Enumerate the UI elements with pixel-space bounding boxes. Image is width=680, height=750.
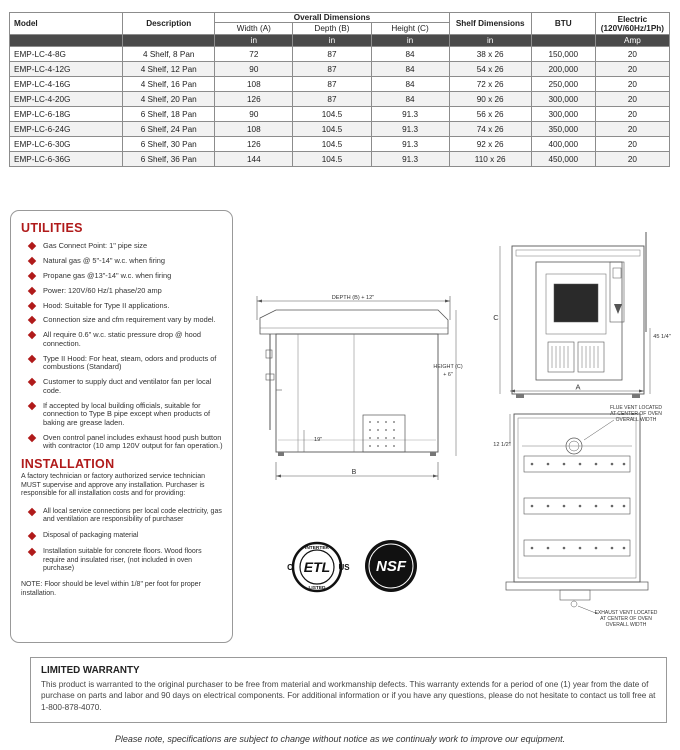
cell-model: EMP-LC-4-20G xyxy=(10,92,123,107)
requirements-panel xyxy=(10,210,233,643)
unit-description xyxy=(123,35,215,47)
exhaust-label-1: EXHAUST VENT LOCATED xyxy=(594,610,658,616)
cell-shelf: 110 x 26 xyxy=(449,152,531,167)
flue-label-3: OVERALL WIDTH xyxy=(615,417,657,423)
cell-btu: 150,000 xyxy=(531,47,595,62)
front-dim-a xyxy=(508,384,648,398)
cell-width: 126 xyxy=(215,137,293,152)
cell-description: 4 Shelf, 20 Pan xyxy=(123,92,215,107)
list-item xyxy=(21,378,224,395)
warranty-text: This product is warranted to the original purchaser to be free from material and workmanship defects. This warranty extends for a period of one (1) year from the date of purchase on parts and labor and 90 days on electrical components. For additional information or if you have any questions, please do not hesitate to contact us toll free at 1-800-878-4070. xyxy=(41,680,656,712)
cell-width: 72 xyxy=(215,47,293,62)
unit-electric: Amp xyxy=(595,35,669,47)
cell-model: EMP-LC-4-12G xyxy=(10,62,123,77)
svg-text:LISTED: LISTED xyxy=(308,586,326,591)
cell-description: 6 Shelf, 30 Pan xyxy=(123,137,215,152)
front-view-drawing xyxy=(488,222,673,402)
header-shelf-dimensions: Shelf Dimensions xyxy=(449,13,531,35)
footer-note: Please note, specifications are subject to change without notice as we continualy work to improve our equipment. xyxy=(114,734,566,744)
cell-btu: 450,000 xyxy=(531,152,595,167)
cell-width: 90 xyxy=(215,107,293,122)
list-item-text: Disposal of packaging material xyxy=(43,532,139,540)
list-item-text: Propane gas @13"-14" w.c. when firing xyxy=(43,270,172,280)
bullet-diamond-icon xyxy=(28,507,36,515)
cell-width: 108 xyxy=(215,122,293,137)
cell-model: EMP-LC-6-36G xyxy=(10,152,123,167)
list-item-text: Installation suitable for concrete floors. Wood floors require and insulated riser, (not included in oven purchase) xyxy=(43,548,202,573)
cell-height: 84 xyxy=(371,47,449,62)
list-item xyxy=(21,302,224,311)
unit-width: in xyxy=(215,35,293,47)
cell-width: 108 xyxy=(215,77,293,92)
cell-height: 91.3 xyxy=(371,137,449,152)
cell-electric: 20 xyxy=(595,137,669,152)
list-item xyxy=(21,287,224,296)
cell-electric: 20 xyxy=(595,62,669,77)
header-overall-dimensions: Overall Dimensions xyxy=(215,13,449,23)
unit-shelf: in xyxy=(449,35,531,47)
bullet-diamond-icon xyxy=(28,355,36,363)
warranty-box xyxy=(30,657,667,723)
list-item xyxy=(21,434,224,451)
list-item xyxy=(21,402,224,428)
cell-btu: 400,000 xyxy=(531,137,595,152)
cell-depth: 104.5 xyxy=(293,152,371,167)
cell-depth: 87 xyxy=(293,62,371,77)
height-label-1: HEIGHT (C) xyxy=(433,364,463,370)
cell-electric: 20 xyxy=(595,77,669,92)
utilities-list xyxy=(21,242,224,451)
cell-height: 84 xyxy=(371,62,449,77)
cell-width: 126 xyxy=(215,92,293,107)
cell-width: 144 xyxy=(215,152,293,167)
bullet-diamond-icon xyxy=(28,378,36,386)
list-item xyxy=(21,242,224,251)
cell-description: 6 Shelf, 36 Pan xyxy=(123,152,215,167)
list-item-text: Connection size and cfm requirement vary by model. xyxy=(43,315,216,325)
list-item xyxy=(21,272,224,281)
cell-depth: 104.5 xyxy=(293,122,371,137)
height-label-2: + 6" xyxy=(443,372,453,378)
cell-description: 4 Shelf, 16 Pan xyxy=(123,77,215,92)
cell-btu: 250,000 xyxy=(531,77,595,92)
dim-c: C xyxy=(493,313,499,322)
list-item xyxy=(21,331,224,348)
cell-height: 84 xyxy=(371,77,449,92)
bullet-diamond-icon xyxy=(28,257,36,265)
cell-shelf: 92 x 26 xyxy=(449,137,531,152)
unit-btu xyxy=(531,35,595,47)
exhaust-label-3: OVERALL WIDTH xyxy=(605,622,647,628)
unit-height: in xyxy=(371,35,449,47)
table-row xyxy=(10,137,670,152)
top-view-drawing xyxy=(488,400,678,655)
cell-model: EMP-LC-4-8G xyxy=(10,47,123,62)
cell-shelf: 56 x 26 xyxy=(449,107,531,122)
cell-depth: 104.5 xyxy=(293,107,371,122)
list-item-text: If accepted by local building officials, suitable for connection to Type B pipe except when products of baking are grease laden. xyxy=(43,400,211,427)
list-item-text: Oven control panel includes exhaust hood push button with contractor (10 amp 120V output for fan operation.) xyxy=(43,432,223,451)
warranty-title: LIMITED WARRANTY xyxy=(41,665,140,676)
table-row xyxy=(10,47,670,62)
cell-electric: 20 xyxy=(595,47,669,62)
cell-electric: 20 xyxy=(595,107,669,122)
bullet-diamond-icon xyxy=(28,434,36,442)
cell-btu: 300,000 xyxy=(531,92,595,107)
list-item-text: Natural gas @ 5"-14" w.c. when firing xyxy=(43,255,166,265)
cell-depth: 87 xyxy=(293,92,371,107)
cell-description: 6 Shelf, 18 Pan xyxy=(123,107,215,122)
list-item-text: Power: 120V/60 Hz/1 phase/20 amp xyxy=(43,285,162,295)
list-item-text: Customer to supply duct and ventilator fan per local code. xyxy=(43,377,212,395)
bullet-diamond-icon xyxy=(28,316,36,324)
header-electric: Electric (120V/60Hz/1Ph) xyxy=(595,13,669,35)
cell-model: EMP-LC-6-18G xyxy=(10,107,123,122)
header-width: Width (A) xyxy=(215,23,293,35)
dim-a: A xyxy=(575,384,581,392)
bullet-diamond-icon xyxy=(28,548,36,556)
installation-note: NOTE: Floor should be level within 1/8" per foot for proper installation. xyxy=(21,581,201,597)
cell-description: 4 Shelf, 8 Pan xyxy=(123,47,215,62)
cell-height: 91.3 xyxy=(371,152,449,167)
cell-btu: 300,000 xyxy=(531,107,595,122)
unit-model xyxy=(10,35,123,47)
bullet-diamond-icon xyxy=(28,402,36,410)
bullet-diamond-icon xyxy=(28,272,36,280)
unit-row xyxy=(10,35,670,47)
dim-19: 19" xyxy=(314,437,323,443)
installation-intro: A factory technician or factory authorized service technician MUST supervise and approve any installation. Purchaser is responsible for all installation costs and for providing: xyxy=(21,473,206,498)
header-depth: Depth (B) xyxy=(293,23,371,35)
table-row xyxy=(10,62,670,77)
cell-height: 91.3 xyxy=(371,122,449,137)
header-description: Description xyxy=(123,13,215,35)
header-height: Height (C) xyxy=(371,23,449,35)
flue-label-2: AT CENTER OF OVEN xyxy=(610,411,662,417)
bullet-diamond-icon xyxy=(28,242,36,250)
cell-description: 4 Shelf, 12 Pan xyxy=(123,62,215,77)
cell-shelf: 72 x 26 xyxy=(449,77,531,92)
cell-shelf: 38 x 26 xyxy=(449,47,531,62)
flue-label-1: FLUE VENT LOCATED xyxy=(609,405,663,411)
svg-text:US: US xyxy=(338,563,350,572)
cell-depth: 87 xyxy=(293,47,371,62)
bullet-diamond-icon xyxy=(28,331,36,339)
cell-width: 90 xyxy=(215,62,293,77)
bullet-diamond-icon xyxy=(28,286,36,294)
list-item-text: All require 0.6" w.c. static pressure drop @ hood connection. xyxy=(43,330,202,348)
dim-45: 45 1/4" xyxy=(653,334,671,340)
cell-btu: 350,000 xyxy=(531,122,595,137)
cell-shelf: 54 x 26 xyxy=(449,62,531,77)
header-model: Model xyxy=(10,13,123,35)
etl-listed-logo xyxy=(284,538,350,596)
cell-description: 6 Shelf, 24 Pan xyxy=(123,122,215,137)
bullet-diamond-icon xyxy=(28,301,36,309)
list-item-text: All local service connections per local code electricity, gas and ventilation are responsibility of purchaser xyxy=(43,507,222,523)
side-view-drawing xyxy=(248,290,468,490)
nsf-logo xyxy=(364,539,418,593)
list-item xyxy=(21,532,224,540)
cell-height: 84 xyxy=(371,92,449,107)
header-btu: BTU xyxy=(531,13,595,35)
cell-electric: 20 xyxy=(595,122,669,137)
svg-text:NSF: NSF xyxy=(376,558,406,575)
list-item xyxy=(21,257,224,266)
list-item xyxy=(21,355,224,372)
dim-b: B xyxy=(351,469,357,476)
cell-model: EMP-LC-4-16G xyxy=(10,77,123,92)
unit-depth: in xyxy=(293,35,371,47)
table-row xyxy=(10,92,670,107)
table-row xyxy=(10,152,670,167)
cell-depth: 87 xyxy=(293,77,371,92)
bullet-diamond-icon xyxy=(28,532,36,540)
list-item xyxy=(21,548,224,573)
spec-table xyxy=(9,12,670,167)
list-item-text: Hood: Suitable for Type II applications. xyxy=(43,300,170,310)
cell-model: EMP-LC-6-24G xyxy=(10,122,123,137)
table-row xyxy=(10,107,670,122)
cell-model: EMP-LC-6-30G xyxy=(10,137,123,152)
cell-shelf: 90 x 26 xyxy=(449,92,531,107)
installation-list xyxy=(21,508,224,574)
cell-electric: 20 xyxy=(595,92,669,107)
svg-text:ETL: ETL xyxy=(303,559,331,575)
cell-electric: 20 xyxy=(595,152,669,167)
list-item-text: Type II Hood: For heat, steam, odors and products of combustions (Standard) xyxy=(43,353,217,372)
list-item xyxy=(21,508,224,525)
dim-12: 12 1/2" xyxy=(493,442,511,448)
cell-depth: 104.5 xyxy=(293,137,371,152)
cell-height: 91.3 xyxy=(371,107,449,122)
cell-shelf: 74 x 26 xyxy=(449,122,531,137)
svg-text:C: C xyxy=(287,563,293,572)
table-row xyxy=(10,77,670,92)
svg-text:INTERTEK: INTERTEK xyxy=(305,546,329,551)
list-item-text: Gas Connect Point: 1" pipe size xyxy=(43,241,148,250)
utilities-title: UTILITIES xyxy=(21,221,83,235)
cell-btu: 200,000 xyxy=(531,62,595,77)
depth-label: DEPTH (B) + 12" xyxy=(331,295,375,301)
exhaust-label-2: AT CENTER OF OVEN xyxy=(600,616,652,622)
list-item xyxy=(21,316,224,325)
installation-title: INSTALLATION xyxy=(21,457,115,472)
table-row xyxy=(10,122,670,137)
